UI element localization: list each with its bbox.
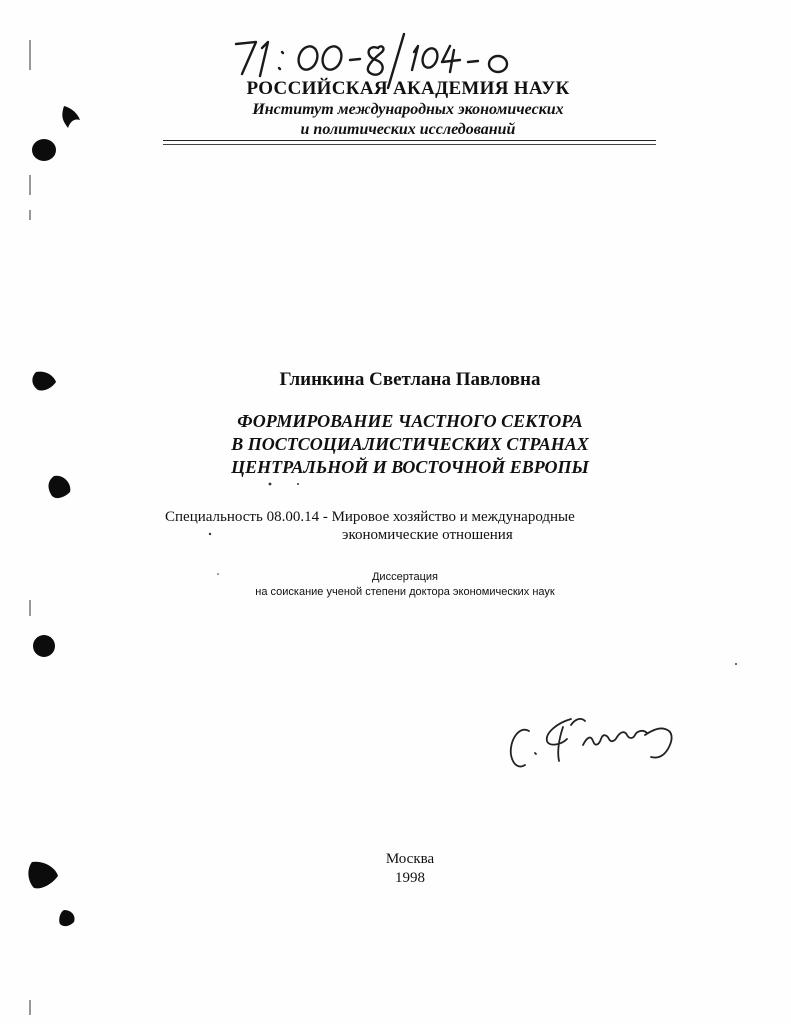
author-name: Глинкина Светлана Павловна bbox=[279, 369, 541, 390]
title-line-2: В ПОСТСОЦИАЛИСТИЧЕСКИХ СТРАНАХ bbox=[231, 434, 589, 454]
specialty-line bbox=[165, 508, 575, 526]
binding-hole bbox=[62, 106, 80, 128]
header-divider-thin bbox=[163, 144, 656, 145]
dissertation-type: Диссертация bbox=[371, 571, 439, 583]
signature bbox=[505, 705, 720, 775]
binding-hole bbox=[32, 139, 56, 161]
binding-hole bbox=[49, 476, 71, 498]
year: 1998 bbox=[395, 870, 425, 886]
specialty-label: Специальность 08.00.14 - bbox=[165, 509, 328, 525]
binding-hole bbox=[33, 635, 55, 657]
binding-hole bbox=[59, 910, 74, 926]
specialty-name-1: Мировое хозяйство и международные bbox=[331, 509, 575, 525]
binding-hole bbox=[32, 372, 56, 391]
organization-header bbox=[160, 78, 656, 140]
binding-hole bbox=[28, 862, 58, 889]
title-line-3: ЦЕНТРАЛЬНОЙ И ВОСТОЧНОЙ ЕВРОПЫ bbox=[231, 457, 589, 477]
dissertation-info bbox=[230, 570, 580, 600]
place-and-year bbox=[350, 850, 470, 888]
city: Москва bbox=[385, 851, 435, 867]
header-divider bbox=[163, 140, 656, 141]
dissertation-purpose: на соискание ученой степени доктора экономических наук bbox=[255, 586, 555, 598]
specialty-name-2: экономические отношения bbox=[342, 527, 513, 543]
binding-holes bbox=[0, 0, 90, 1024]
institute-line-1: Институт международных экономических bbox=[252, 101, 564, 118]
dissertation-title bbox=[180, 410, 640, 479]
institute-line-2: и политических исследований bbox=[300, 121, 516, 138]
title-line-1: ФОРМИРОВАНИЕ ЧАСТНОГО СЕКТОРА bbox=[237, 411, 583, 431]
academy-name: РОССИЙСКАЯ АКАДЕМИЯ НАУК bbox=[246, 78, 570, 99]
